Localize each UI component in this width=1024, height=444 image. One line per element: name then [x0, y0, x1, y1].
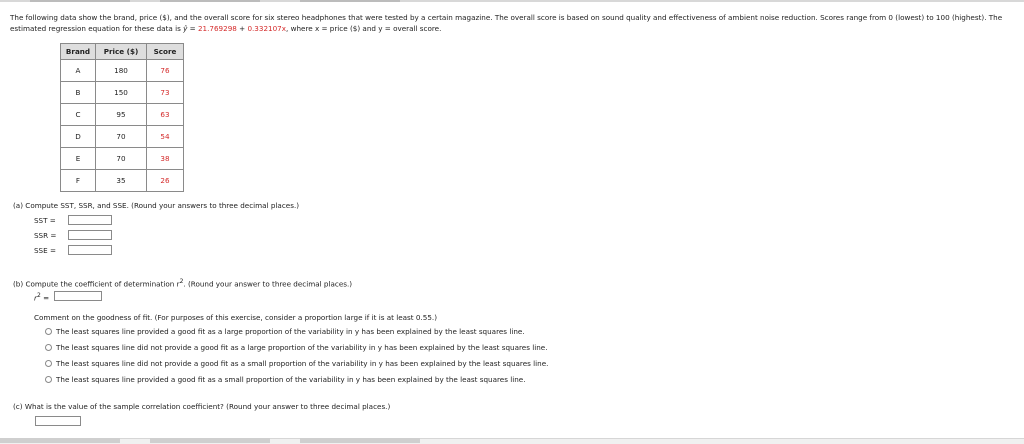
score-cell: 63 — [147, 104, 184, 126]
price-cell: 180 — [96, 60, 147, 82]
table-header-row — [61, 44, 184, 60]
price-header: Price ($) — [96, 44, 147, 60]
bottom-nav-tab[interactable] — [0, 438, 120, 443]
fit-option-label[interactable]: The least squares line provided a good fit as a small proportion of the variability in y has been explained by the least squares line. — [56, 375, 526, 384]
r-squared-sup: 2 — [36, 292, 41, 299]
equals-sign: = — [187, 24, 198, 33]
table-row — [61, 148, 184, 170]
sse-label: SSE = — [34, 246, 56, 255]
fit-option-radio[interactable] — [45, 360, 52, 367]
score-cell: 76 — [147, 60, 184, 82]
plus-sign: + — [236, 24, 248, 33]
intro-text: The following data show the brand, price ($), and the overall score for six stereo headphones that were tested by a certain magazine. The overall score is based on sound quality and effectiveness of ambient noise reduction. Scores range from 0 (lowest) to 100 (highest). The estimated regression equation for these data is — [10, 13, 1003, 33]
table-row — [61, 82, 184, 104]
intercept-value: 21.769298 — [197, 24, 237, 33]
score-cell: 26 — [147, 170, 184, 192]
problem-intro — [10, 12, 1018, 34]
part-b-prompt-post: . (Round your answer to three decimal places.) — [183, 279, 353, 289]
ssr-input[interactable] — [68, 230, 112, 240]
ssr-label: SSR = — [34, 231, 57, 240]
price-cell: 70 — [96, 126, 147, 148]
table-row — [61, 104, 184, 126]
price-cell: 150 — [96, 82, 147, 104]
brand-cell: C — [61, 104, 96, 126]
fit-option-radio[interactable] — [45, 376, 52, 383]
sst-input[interactable] — [68, 215, 112, 225]
sse-input[interactable] — [68, 245, 112, 255]
sst-label: SST = — [34, 216, 56, 225]
fit-option-label[interactable]: The least squares line did not provide a good fit as a large proportion of the variability in y has been explained by the least squares line. — [56, 343, 548, 352]
bottom-nav-tab[interactable] — [300, 438, 420, 443]
score-cell: 38 — [147, 148, 184, 170]
top-nav-tab[interactable] — [160, 0, 260, 2]
score-header: Score — [147, 44, 184, 60]
part-b-prompt-pre: (b) Compute the coefficient of determination r — [13, 279, 180, 289]
goodness-of-fit-comment: Comment on the goodness of fit. (For purposes of this exercise, consider a proportion large if it is at least 0.55.) — [34, 313, 437, 322]
r-squared-label — [34, 292, 49, 302]
part-b-prompt-sup: 2 — [179, 278, 184, 285]
top-nav-strip — [0, 0, 1024, 2]
brand-header: Brand — [61, 44, 96, 60]
table-row — [61, 170, 184, 192]
bottom-nav-tab[interactable] — [150, 438, 270, 443]
brand-cell: B — [61, 82, 96, 104]
part-a-prompt: (a) Compute SST, SSR, and SSE. (Round your answers to three decimal places.) — [13, 201, 300, 210]
part-b-prompt — [13, 278, 352, 288]
table-row — [61, 126, 184, 148]
intro-tail: , where x = price ($) and y = overall score. — [286, 24, 442, 33]
score-cell: 73 — [147, 82, 184, 104]
price-cell: 95 — [96, 104, 147, 126]
brand-cell: F — [61, 170, 96, 192]
brand-cell: E — [61, 148, 96, 170]
r-squared-input[interactable] — [54, 291, 102, 301]
price-cell: 35 — [96, 170, 147, 192]
fit-option-label[interactable]: The least squares line did not provide a good fit as a small proportion of the variability in y has been explained by the least squares line. — [56, 359, 549, 368]
brand-cell: A — [61, 60, 96, 82]
r-squared-equals: = — [40, 293, 50, 303]
fit-option-radio[interactable] — [45, 328, 52, 335]
r-symbol: r — [34, 293, 37, 303]
headphones-data-table — [60, 43, 184, 192]
brand-cell: D — [61, 126, 96, 148]
fit-option-label[interactable]: The least squares line provided a good fit as a large proportion of the variability in y has been explained by the least squares line. — [56, 327, 525, 336]
table-row — [61, 60, 184, 82]
y-hat-symbol: ŷ — [183, 24, 188, 33]
score-cell: 54 — [147, 126, 184, 148]
top-nav-tab[interactable] — [30, 0, 130, 2]
price-cell: 70 — [96, 148, 147, 170]
slope-term: 0.332107x — [247, 24, 287, 33]
top-nav-tab[interactable] — [300, 0, 400, 2]
part-c-prompt: (c) What is the value of the sample correlation coefficient? (Round your answer to three decimal places.) — [13, 402, 391, 411]
bottom-nav-strip — [0, 438, 1024, 444]
fit-option-radio[interactable] — [45, 344, 52, 351]
correlation-input[interactable] — [35, 416, 81, 426]
